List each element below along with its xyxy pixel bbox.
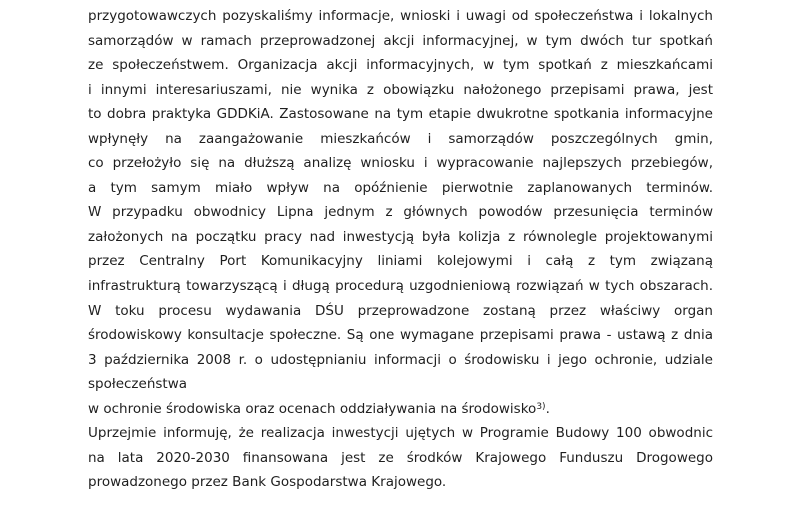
text-line [88, 151, 713, 176]
text-line-content: i innymi interesariuszami, nie wynika z obowiązku nałożonego przepisami prawa, jest [88, 81, 713, 98]
text-line-content: założonych na początku pracy nad inwestycją była kolizja z równolegle projektowanymi [88, 228, 713, 245]
text-line-content: społeczeństwa [88, 376, 188, 393]
text-line-content: infrastrukturą towarzyszącą i długą procedurą uzgodnieniową rozwiązań w tych obszarach. [88, 278, 713, 295]
text-line [88, 421, 713, 446]
text-line-content: ze społeczeństwem. Organizacja akcji informacyjnych, w tym spotkań z mieszkańcami [88, 57, 713, 74]
text-line [88, 29, 713, 54]
text-line-content: wpłynęły na zaangażowanie mieszkańców i samorządów poszczególnych gmin, [88, 130, 713, 147]
text-line-content: prowadzonego przez Bank Gospodarstwa Krajowego. [88, 474, 447, 491]
text-line-content: a tym samym miało wpływ na opóźnienie pierwotnie zaplanowanych terminów. [88, 179, 713, 196]
text-line [88, 397, 713, 422]
text-line-content: co przełożyło się na dłuższą analizę wniosku i wypracowanie najlepszych przebiegów, [88, 155, 713, 172]
text-line-content: W przypadku obwodnicy Lipna jednym z głównych powodów przesunięcia terminów [88, 204, 713, 221]
text-line [88, 53, 713, 78]
text-line [88, 249, 713, 274]
text-line-content: samorządów w ramach przeprowadzonej akcji informacyjnej, w tym dwóch tur spotkań [88, 32, 713, 49]
text-line [88, 102, 713, 127]
text-line-content: środowiskowy konsultacje społeczne. Są one wymagane przepisami prawa - ustawą z dnia [88, 327, 713, 344]
text-line [88, 200, 713, 225]
text-line [88, 225, 713, 250]
text-line [88, 446, 713, 471]
text-line-content: przygotowawczych pozyskaliśmy informacje, wnioski i uwagi od społeczeństwa i lokalnych [88, 8, 713, 24]
text-line [88, 4, 713, 29]
text-line [88, 127, 713, 152]
text-line-content: W toku procesu wydawania DŚU przeprowadzone zostaną przez właściwy organ [88, 302, 713, 319]
text-line-content: Uprzejmie informuję, że realizacja inwestycji ujętych w Programie Budowy 100 obwodnic [88, 425, 713, 442]
text-line [88, 78, 713, 103]
footnote-reference: 3) [536, 401, 546, 412]
text-line [88, 470, 713, 495]
text-line-suffix: . [545, 400, 550, 417]
text-line [88, 274, 713, 299]
text-line-content: to dobra praktyka GDDKiA. Zastosowane na tym etapie dwukrotne spotkania informacyjne [88, 106, 713, 123]
text-line-content: w ochronie środowiska oraz ocenach oddziaływania na środowisko [88, 400, 537, 417]
text-line [88, 348, 713, 373]
text-line-content: na lata 2020-2030 finansowana jest ze środków Krajowego Funduszu Drogowego [88, 449, 713, 466]
text-line [88, 299, 713, 324]
text-line-content: przez Centralny Port Komunikacyjny liniami kolejowymi i całą z tym związaną [88, 253, 713, 270]
text-line [88, 176, 713, 201]
text-line-content: 3 października 2008 r. o udostępnianiu informacji o środowisku i jego ochronie, udziale [88, 351, 713, 368]
letter-body [88, 4, 713, 495]
text-line [88, 323, 713, 348]
text-line [88, 372, 713, 397]
